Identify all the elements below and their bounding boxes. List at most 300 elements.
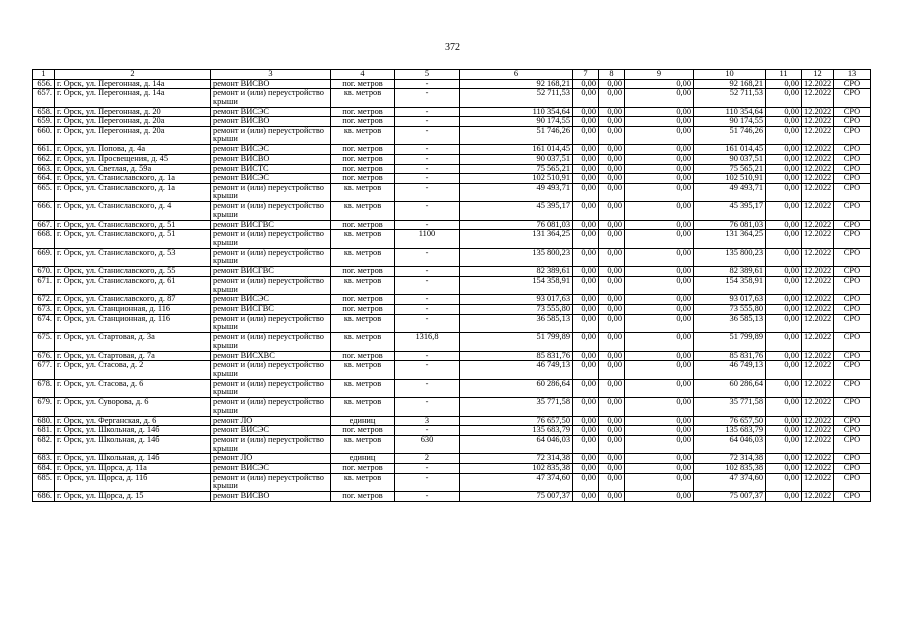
table-row: [33, 126, 871, 145]
cost-total-cell: 135 800,23: [460, 248, 573, 267]
work-type-cell: ремонт ВИСГВС: [211, 220, 331, 230]
value-cell: 0,00: [625, 454, 694, 464]
address-cell: г. Орск, ул. Станционная, д. 116: [55, 314, 211, 333]
row-number-cell: 684.: [33, 464, 55, 474]
value-cell: 0,00: [766, 202, 802, 221]
executor-cell: СРО: [834, 202, 871, 221]
header-cell: 4: [331, 70, 395, 80]
table-row: [33, 230, 871, 249]
quantity-cell: -: [395, 174, 460, 184]
quantity-cell: -: [395, 126, 460, 145]
executor-cell: СРО: [834, 89, 871, 108]
value-cell: 0,00: [599, 435, 625, 454]
value-cell: 0,00: [599, 126, 625, 145]
executor-cell: СРО: [834, 220, 871, 230]
value-cell: 0,00: [599, 164, 625, 174]
value-cell: 0,00: [573, 398, 599, 417]
quantity-cell: -: [395, 117, 460, 127]
table-row: [33, 79, 871, 89]
executor-cell: СРО: [834, 305, 871, 315]
deadline-cell: 12.2022: [802, 492, 834, 502]
deadline-cell: 12.2022: [802, 154, 834, 164]
value-cell: 0,00: [573, 435, 599, 454]
value-cell: 0,00: [599, 145, 625, 155]
table-body: [33, 70, 871, 502]
work-type-cell: ремонт и (или) переустройство крыши: [211, 276, 331, 295]
executor-cell: СРО: [834, 107, 871, 117]
value-cell: 0,00: [599, 492, 625, 502]
value-cell: 0,00: [599, 230, 625, 249]
value-cell: 0,00: [625, 416, 694, 426]
deadline-cell: 12.2022: [802, 267, 834, 277]
unit-cell: кв. метров: [331, 333, 395, 352]
executor-cell: СРО: [834, 492, 871, 502]
executor-cell: СРО: [834, 174, 871, 184]
row-number-cell: 656.: [33, 79, 55, 89]
header-cell: 13: [834, 70, 871, 80]
executor-cell: СРО: [834, 276, 871, 295]
value-cell: 0,00: [599, 202, 625, 221]
unit-cell: кв. метров: [331, 202, 395, 221]
value-cell: 0,00: [573, 183, 599, 202]
value-cell: 0,00: [599, 276, 625, 295]
row-number-cell: 675.: [33, 333, 55, 352]
quantity-cell: -: [395, 248, 460, 267]
address-cell: г. Орск, ул. Станиславского, д. 61: [55, 276, 211, 295]
value-cell: 0,00: [573, 333, 599, 352]
deadline-cell: 12.2022: [802, 398, 834, 417]
work-type-cell: ремонт и (или) переустройство крыши: [211, 230, 331, 249]
row-number-cell: 663.: [33, 164, 55, 174]
address-cell: г. Орск, ул. Станиславского, д. 55: [55, 267, 211, 277]
table-row: [33, 473, 871, 492]
unit-cell: пог. метров: [331, 164, 395, 174]
quantity-cell: -: [395, 145, 460, 155]
deadline-cell: 12.2022: [802, 248, 834, 267]
row-number-cell: 661.: [33, 145, 55, 155]
value-cell: 0,00: [625, 426, 694, 436]
address-cell: г. Орск, ул. Стартовая, д. 3а: [55, 333, 211, 352]
header-cell: 5: [395, 70, 460, 80]
value-cell: 0,00: [573, 164, 599, 174]
value-cell: 0,00: [573, 351, 599, 361]
value-cell: 0,00: [625, 248, 694, 267]
value-cell: 0,00: [573, 361, 599, 380]
address-cell: г. Орск, ул. Станиславского, д. 53: [55, 248, 211, 267]
unit-cell: пог. метров: [331, 295, 395, 305]
cost-total-cell: 90 174,55: [460, 117, 573, 127]
value-cell: 0,00: [573, 426, 599, 436]
address-cell: г. Орск, ул. Светлая, д. 59а: [55, 164, 211, 174]
cost-total-cell: 35 771,58: [460, 398, 573, 417]
work-type-cell: ремонт ВИСГВС: [211, 267, 331, 277]
cost-total-cell: 73 555,80: [460, 305, 573, 315]
budget-cell: 93 017,63: [694, 295, 766, 305]
value-cell: 0,00: [599, 351, 625, 361]
row-number-cell: 672.: [33, 295, 55, 305]
value-cell: 0,00: [573, 416, 599, 426]
cost-total-cell: 47 374,60: [460, 473, 573, 492]
value-cell: 0,00: [599, 267, 625, 277]
value-cell: 0,00: [766, 107, 802, 117]
executor-cell: СРО: [834, 117, 871, 127]
value-cell: 0,00: [766, 435, 802, 454]
value-cell: 0,00: [573, 174, 599, 184]
value-cell: 0,00: [625, 89, 694, 108]
deadline-cell: 12.2022: [802, 473, 834, 492]
budget-cell: 154 358,91: [694, 276, 766, 295]
value-cell: 0,00: [625, 305, 694, 315]
value-cell: 0,00: [766, 267, 802, 277]
address-cell: г. Орск, ул. Школьная, д. 14б: [55, 454, 211, 464]
unit-cell: кв. метров: [331, 314, 395, 333]
value-cell: 0,00: [625, 126, 694, 145]
row-number-cell: 681.: [33, 426, 55, 436]
quantity-cell: -: [395, 107, 460, 117]
value-cell: 0,00: [625, 276, 694, 295]
deadline-cell: 12.2022: [802, 202, 834, 221]
budget-cell: 36 585,13: [694, 314, 766, 333]
value-cell: 0,00: [599, 220, 625, 230]
cost-total-cell: 135 683,79: [460, 426, 573, 436]
cost-total-cell: 131 364,25: [460, 230, 573, 249]
value-cell: 0,00: [599, 426, 625, 436]
table-row: [33, 492, 871, 502]
value-cell: 0,00: [573, 464, 599, 474]
work-type-cell: ремонт ВИСХВС: [211, 351, 331, 361]
unit-cell: пог. метров: [331, 174, 395, 184]
address-cell: г. Орск, ул. Станиславского, д. 1а: [55, 174, 211, 184]
value-cell: 0,00: [625, 435, 694, 454]
unit-cell: кв. метров: [331, 89, 395, 108]
row-number-cell: 659.: [33, 117, 55, 127]
value-cell: 0,00: [766, 164, 802, 174]
table-row: [33, 305, 871, 315]
quantity-cell: -: [395, 351, 460, 361]
quantity-cell: -: [395, 79, 460, 89]
work-type-cell: ремонт и (или) переустройство крыши: [211, 379, 331, 398]
unit-cell: кв. метров: [331, 126, 395, 145]
executor-cell: СРО: [834, 164, 871, 174]
row-number-cell: 677.: [33, 361, 55, 380]
work-type-cell: ремонт и (или) переустройство крыши: [211, 435, 331, 454]
cost-total-cell: 76 657,50: [460, 416, 573, 426]
quantity-cell: -: [395, 426, 460, 436]
quantity-cell: -: [395, 202, 460, 221]
budget-cell: 45 395,17: [694, 202, 766, 221]
quantity-cell: -: [395, 89, 460, 108]
row-number-cell: 680.: [33, 416, 55, 426]
address-cell: г. Орск, ул. Ферганская, д. 6: [55, 416, 211, 426]
value-cell: 0,00: [766, 454, 802, 464]
value-cell: 0,00: [599, 314, 625, 333]
address-cell: г. Орск, ул. Станиславского, д. 87: [55, 295, 211, 305]
unit-cell: кв. метров: [331, 435, 395, 454]
address-cell: г. Орск, ул. Станционная, д. 116: [55, 305, 211, 315]
cost-total-cell: 75 007,37: [460, 492, 573, 502]
value-cell: 0,00: [573, 89, 599, 108]
unit-cell: пог. метров: [331, 220, 395, 230]
unit-cell: пог. метров: [331, 145, 395, 155]
value-cell: 0,00: [573, 492, 599, 502]
value-cell: 0,00: [599, 248, 625, 267]
address-cell: г. Орск, ул. Перегонная, д. 20а: [55, 117, 211, 127]
budget-cell: 75 007,37: [694, 492, 766, 502]
executor-cell: СРО: [834, 435, 871, 454]
executor-cell: СРО: [834, 183, 871, 202]
value-cell: 0,00: [573, 267, 599, 277]
table-row: [33, 164, 871, 174]
cost-total-cell: 45 395,17: [460, 202, 573, 221]
value-cell: 0,00: [573, 314, 599, 333]
address-cell: г. Орск, ул. Перегонная, д. 20а: [55, 126, 211, 145]
budget-cell: 75 565,21: [694, 164, 766, 174]
value-cell: 0,00: [766, 416, 802, 426]
cost-total-cell: 75 565,21: [460, 164, 573, 174]
row-number-cell: 670.: [33, 267, 55, 277]
quantity-cell: 3: [395, 416, 460, 426]
executor-cell: СРО: [834, 145, 871, 155]
unit-cell: кв. метров: [331, 398, 395, 417]
table-row: [33, 454, 871, 464]
value-cell: 0,00: [625, 117, 694, 127]
address-cell: г. Орск, ул. Щорса, д. 15: [55, 492, 211, 502]
executor-cell: СРО: [834, 398, 871, 417]
row-number-cell: 679.: [33, 398, 55, 417]
budget-cell: 46 749,13: [694, 361, 766, 380]
unit-cell: единиц: [331, 454, 395, 464]
deadline-cell: 12.2022: [802, 379, 834, 398]
cost-total-cell: 51 799,89: [460, 333, 573, 352]
executor-cell: СРО: [834, 126, 871, 145]
quantity-cell: -: [395, 361, 460, 380]
value-cell: 0,00: [573, 126, 599, 145]
value-cell: 0,00: [599, 464, 625, 474]
value-cell: 0,00: [599, 398, 625, 417]
table-row: [33, 183, 871, 202]
work-type-cell: ремонт ВИСЭС: [211, 464, 331, 474]
cost-total-cell: 72 314,38: [460, 454, 573, 464]
budget-cell: 72 314,38: [694, 454, 766, 464]
cost-total-cell: 92 168,21: [460, 79, 573, 89]
value-cell: 0,00: [573, 230, 599, 249]
table-row: [33, 351, 871, 361]
executor-cell: СРО: [834, 473, 871, 492]
budget-cell: 52 711,53: [694, 89, 766, 108]
header-cell: 12: [802, 70, 834, 80]
cost-total-cell: 51 746,26: [460, 126, 573, 145]
cost-total-cell: 49 493,71: [460, 183, 573, 202]
value-cell: 0,00: [625, 492, 694, 502]
executor-cell: СРО: [834, 361, 871, 380]
value-cell: 0,00: [625, 220, 694, 230]
budget-cell: 60 286,64: [694, 379, 766, 398]
address-cell: г. Орск, ул. Стасова, д. 2: [55, 361, 211, 380]
value-cell: 0,00: [625, 314, 694, 333]
quantity-cell: -: [395, 295, 460, 305]
budget-cell: 135 683,79: [694, 426, 766, 436]
executor-cell: СРО: [834, 295, 871, 305]
row-number-cell: 666.: [33, 202, 55, 221]
value-cell: 0,00: [573, 154, 599, 164]
value-cell: 0,00: [766, 426, 802, 436]
quantity-cell: -: [395, 492, 460, 502]
unit-cell: пог. метров: [331, 154, 395, 164]
budget-cell: 47 374,60: [694, 473, 766, 492]
value-cell: 0,00: [625, 154, 694, 164]
value-cell: 0,00: [766, 464, 802, 474]
quantity-cell: -: [395, 183, 460, 202]
work-type-cell: ремонт ВИСЭС: [211, 145, 331, 155]
address-cell: г. Орск, ул. Стартовая, д. 7а: [55, 351, 211, 361]
cost-total-cell: 76 081,03: [460, 220, 573, 230]
work-type-cell: ремонт и (или) переустройство крыши: [211, 398, 331, 417]
unit-cell: пог. метров: [331, 351, 395, 361]
cost-total-cell: 36 585,13: [460, 314, 573, 333]
table-row: [33, 295, 871, 305]
value-cell: 0,00: [573, 79, 599, 89]
header-cell: 7: [573, 70, 599, 80]
executor-cell: СРО: [834, 454, 871, 464]
value-cell: 0,00: [573, 305, 599, 315]
unit-cell: пог. метров: [331, 492, 395, 502]
address-cell: г. Орск, ул. Станиславского, д. 4: [55, 202, 211, 221]
row-number-cell: 665.: [33, 183, 55, 202]
quantity-cell: 1316,8: [395, 333, 460, 352]
value-cell: 0,00: [625, 295, 694, 305]
row-number-cell: 657.: [33, 89, 55, 108]
table-row: [33, 89, 871, 108]
address-cell: г. Орск, ул. Попова, д. 4а: [55, 145, 211, 155]
deadline-cell: 12.2022: [802, 464, 834, 474]
value-cell: 0,00: [625, 183, 694, 202]
executor-cell: СРО: [834, 314, 871, 333]
address-cell: г. Орск, ул. Суворова, д. 6: [55, 398, 211, 417]
value-cell: 0,00: [625, 361, 694, 380]
deadline-cell: 12.2022: [802, 117, 834, 127]
work-type-cell: ремонт и (или) переустройство крыши: [211, 314, 331, 333]
value-cell: 0,00: [573, 295, 599, 305]
value-cell: 0,00: [599, 107, 625, 117]
value-cell: 0,00: [766, 379, 802, 398]
table-row: [33, 398, 871, 417]
budget-cell: 73 555,80: [694, 305, 766, 315]
cost-total-cell: 52 711,53: [460, 89, 573, 108]
executor-cell: СРО: [834, 333, 871, 352]
header-row: [33, 70, 871, 80]
value-cell: 0,00: [599, 379, 625, 398]
value-cell: 0,00: [625, 79, 694, 89]
cost-total-cell: 110 354,64: [460, 107, 573, 117]
budget-cell: 85 831,76: [694, 351, 766, 361]
header-cell: 9: [625, 70, 694, 80]
page-number: 372: [445, 42, 460, 53]
header-cell: 11: [766, 70, 802, 80]
executor-cell: СРО: [834, 230, 871, 249]
cost-total-cell: 154 358,91: [460, 276, 573, 295]
quantity-cell: -: [395, 164, 460, 174]
executor-cell: СРО: [834, 154, 871, 164]
budget-cell: 51 799,89: [694, 333, 766, 352]
quantity-cell: -: [395, 267, 460, 277]
value-cell: 0,00: [625, 202, 694, 221]
value-cell: 0,00: [766, 473, 802, 492]
budget-cell: 82 389,61: [694, 267, 766, 277]
row-number-cell: 667.: [33, 220, 55, 230]
cost-total-cell: 90 037,51: [460, 154, 573, 164]
value-cell: 0,00: [599, 454, 625, 464]
table-row: [33, 426, 871, 436]
value-cell: 0,00: [599, 473, 625, 492]
cost-total-cell: 64 046,03: [460, 435, 573, 454]
value-cell: 0,00: [766, 79, 802, 89]
value-cell: 0,00: [573, 248, 599, 267]
deadline-cell: 12.2022: [802, 164, 834, 174]
deadline-cell: 12.2022: [802, 107, 834, 117]
work-type-cell: ремонт ВИСЭС: [211, 295, 331, 305]
value-cell: 0,00: [766, 361, 802, 380]
value-cell: 0,00: [766, 174, 802, 184]
value-cell: 0,00: [599, 183, 625, 202]
row-number-cell: 674.: [33, 314, 55, 333]
budget-cell: 76 081,03: [694, 220, 766, 230]
table-row: [33, 416, 871, 426]
quantity-cell: -: [395, 220, 460, 230]
value-cell: 0,00: [625, 351, 694, 361]
quantity-cell: -: [395, 276, 460, 295]
header-cell: 3: [211, 70, 331, 80]
unit-cell: пог. метров: [331, 267, 395, 277]
quantity-cell: 2: [395, 454, 460, 464]
row-number-cell: 676.: [33, 351, 55, 361]
unit-cell: пог. метров: [331, 79, 395, 89]
value-cell: 0,00: [766, 314, 802, 333]
budget-cell: 35 771,58: [694, 398, 766, 417]
value-cell: 0,00: [573, 379, 599, 398]
value-cell: 0,00: [766, 154, 802, 164]
value-cell: 0,00: [766, 220, 802, 230]
deadline-cell: 12.2022: [802, 314, 834, 333]
value-cell: 0,00: [573, 202, 599, 221]
deadline-cell: 12.2022: [802, 220, 834, 230]
work-type-cell: ремонт ВИСЭС: [211, 107, 331, 117]
quantity-cell: -: [395, 379, 460, 398]
deadline-cell: 12.2022: [802, 454, 834, 464]
header-cell: 6: [460, 70, 573, 80]
row-number-cell: 686.: [33, 492, 55, 502]
value-cell: 0,00: [599, 117, 625, 127]
deadline-cell: 12.2022: [802, 435, 834, 454]
value-cell: 0,00: [766, 183, 802, 202]
quantity-cell: -: [395, 473, 460, 492]
value-cell: 0,00: [599, 295, 625, 305]
row-number-cell: 662.: [33, 154, 55, 164]
cost-total-cell: 93 017,63: [460, 295, 573, 305]
unit-cell: кв. метров: [331, 183, 395, 202]
budget-cell: 90 174,55: [694, 117, 766, 127]
budget-cell: 51 746,26: [694, 126, 766, 145]
cost-total-cell: 85 831,76: [460, 351, 573, 361]
unit-cell: кв. метров: [331, 276, 395, 295]
address-cell: г. Орск, ул. Станиславского, д. 1а: [55, 183, 211, 202]
row-number-cell: 658.: [33, 107, 55, 117]
table-row: [33, 314, 871, 333]
quantity-cell: -: [395, 305, 460, 315]
deadline-cell: 12.2022: [802, 295, 834, 305]
work-type-cell: ремонт ВИСВО: [211, 154, 331, 164]
unit-cell: пог. метров: [331, 107, 395, 117]
value-cell: 0,00: [766, 276, 802, 295]
